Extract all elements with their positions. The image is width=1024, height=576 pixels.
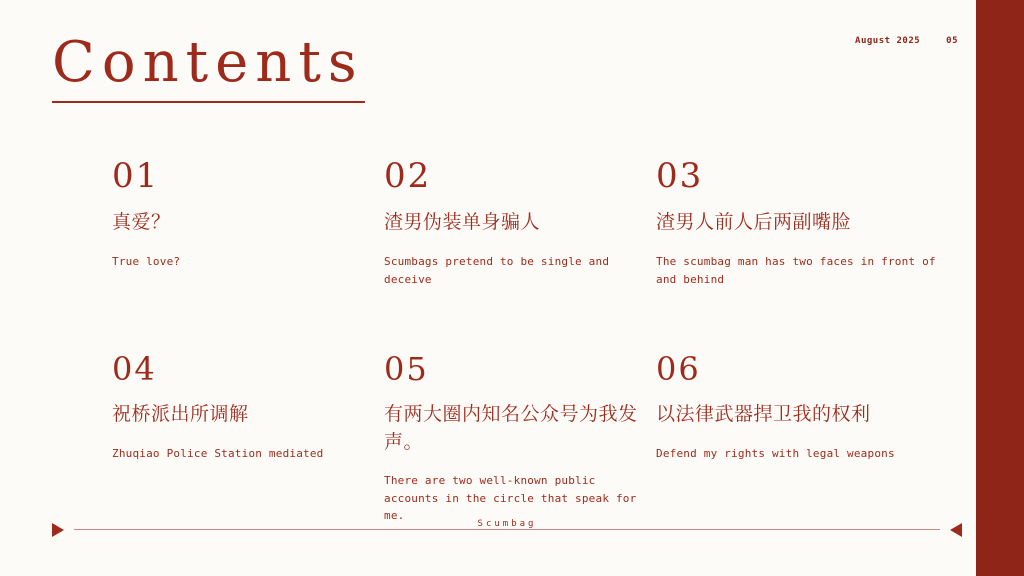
item-title-en: True love?: [112, 254, 181, 268]
item-title-en: Zhuqiao Police Station mediated: [112, 446, 324, 460]
triangle-left-icon: [950, 523, 962, 537]
item-title-en: Scumbags pretend to be single and deceive: [384, 254, 610, 286]
contents-item-06[interactable]: [656, 352, 956, 525]
page-number: 05: [946, 36, 958, 46]
contents-item-05[interactable]: [384, 352, 656, 525]
item-number: 02: [384, 156, 432, 196]
page-title: Contents: [52, 30, 364, 95]
right-accent-gap: [962, 0, 976, 576]
item-title-cn: 真爱？: [112, 212, 171, 234]
item-number: 01: [112, 156, 160, 196]
header-date: August 2025: [855, 36, 921, 46]
footer-label: Scumbag: [462, 519, 553, 529]
page-title-block: [52, 30, 365, 103]
footer-divider: [74, 529, 940, 530]
item-number: 03: [656, 156, 704, 196]
contents-item-01[interactable]: [112, 158, 384, 348]
item-number: 05: [384, 350, 429, 388]
contents-item-03[interactable]: [656, 158, 956, 348]
item-title-en: Defend my rights with legal weapons: [656, 446, 895, 460]
item-number: 06: [656, 350, 701, 388]
item-title-en: The scumbag man has two faces in front of and behind: [656, 254, 936, 286]
header-meta: [855, 36, 958, 46]
right-accent-band: [976, 0, 1024, 576]
item-title-cn: 有两大圈内知名公众号为我发声。: [384, 404, 638, 453]
item-number: 04: [112, 350, 157, 388]
title-underline: [52, 101, 365, 103]
item-title-en: There are two well-known public accounts in the circle that speak for me.: [384, 474, 637, 523]
footer: [52, 519, 962, 538]
contents-grid: [112, 158, 942, 525]
contents-item-04[interactable]: [112, 352, 384, 525]
triangle-right-icon: [52, 523, 64, 537]
item-title-cn: 祝桥派出所调解: [112, 404, 249, 426]
item-title-cn: 渣男人前人后两副嘴脸: [656, 212, 852, 234]
contents-item-02[interactable]: [384, 158, 656, 348]
item-title-cn: 以法律武器捍卫我的权利: [656, 404, 871, 426]
item-title-cn: 渣男伪装单身骗人: [384, 212, 541, 234]
